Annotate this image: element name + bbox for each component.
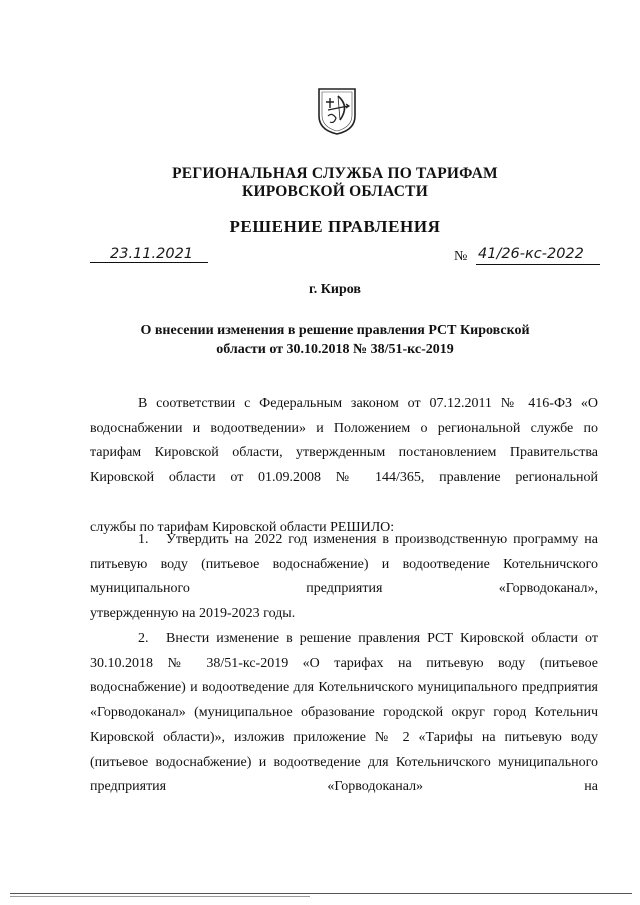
decision-subject: О внесении изменения в решение правления РСТ Кировской области от 30.10.2018 № 38/51-кс-2019 bbox=[140, 323, 530, 357]
number-sign: № bbox=[454, 249, 468, 264]
intro-text: В соответствии с Федеральным законом от 07.12.2011 № 416-ФЗ «О водоснабжении и водоотведении» и Положением о региональной службе по тарифам Кировской области, утвержденным постановлением Правительства Кировской области от 01.09.2008 № 144/365, правление региональной bbox=[90, 396, 598, 486]
document-type-heading: РЕШЕНИЕ ПРАВЛЕНИЯ bbox=[229, 217, 441, 236]
intro-paragraph bbox=[90, 392, 598, 491]
number-underline bbox=[476, 264, 600, 265]
bottom-scan-line-2 bbox=[10, 896, 310, 897]
item-1-number: 1. bbox=[138, 532, 149, 547]
decision-number: 41/26-кс-2022 bbox=[478, 246, 584, 262]
item-2-paragraph bbox=[90, 627, 598, 800]
item-1-text: Утвердить на 2022 год изменения в производственную программу на питьевую воду (питьевое водоснабжение) и водоотведение Котельничского муниципального предприятия «Горводоканал», bbox=[90, 532, 598, 597]
organization-name-line-1: РЕГИОНАЛЬНАЯ СЛУЖБА ПО ТАРИФАМ bbox=[172, 165, 498, 182]
item-1-paragraph bbox=[90, 528, 598, 602]
coat-of-arms-icon bbox=[316, 86, 358, 136]
item-1-last-line: утвержденную на 2019-2023 годы. bbox=[90, 606, 296, 621]
item-2-text: Внести изменение в решение правления РСТ Кировской области от 30.10.2018 № 38/51-кс-2019 «О тарифах на питьевую воду (питьевое водоснабжение) и водоотведение для Котельничского муниципального предприятия «Горводоканал» (муниципальное образование городской округ город Котельнич Кировской области)», изложив приложение № 2 «Тарифы на питьевую воду (питьевое водоснабжение) и водоотведение для Котельничского муниципального предприятия «Горводоканал» на bbox=[90, 631, 598, 795]
item-2-number: 2. bbox=[138, 631, 149, 646]
bottom-scan-line bbox=[10, 893, 632, 894]
intro-paragraph-last-line: службы по тарифам Кировской области РЕШИЛО: bbox=[90, 520, 395, 535]
city-name: г. Киров bbox=[309, 282, 361, 297]
decision-date: 23.11.2021 bbox=[110, 246, 194, 262]
date-underline bbox=[90, 262, 208, 263]
organization-name-line-2: КИРОВСКОЙ ОБЛАСТИ bbox=[242, 183, 428, 200]
